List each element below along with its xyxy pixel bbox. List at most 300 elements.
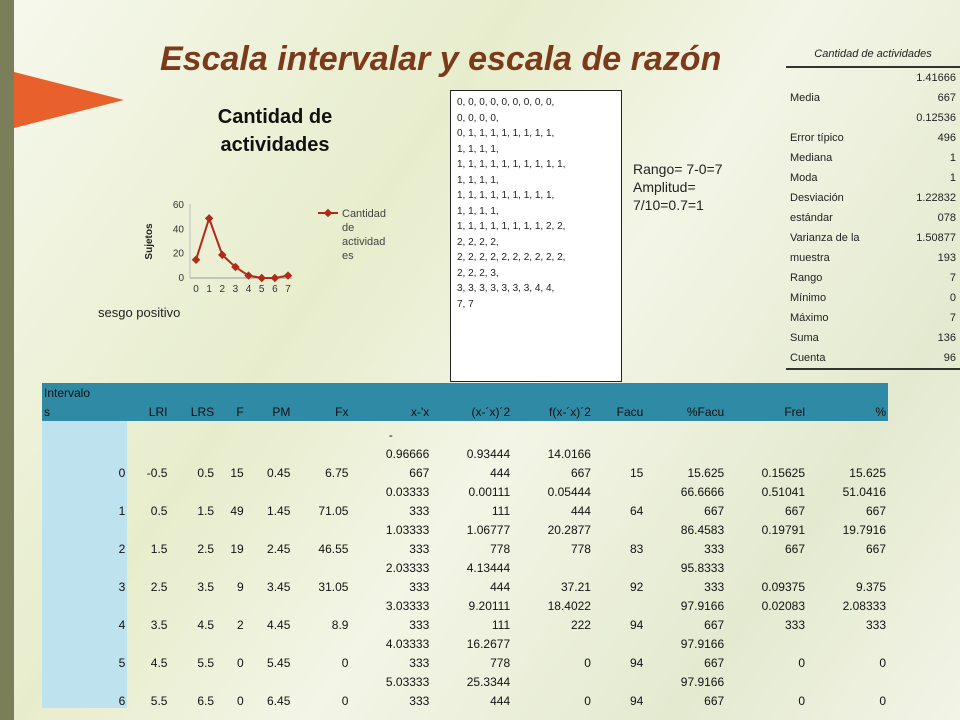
stats-value: 0 <box>949 292 956 304</box>
freq-cell <box>512 670 593 689</box>
freq-cell: 333 <box>865 618 886 632</box>
freq-cell <box>593 480 645 499</box>
freq-cell <box>645 442 726 461</box>
freq-cell: 0.09375 <box>761 580 806 594</box>
freq-cell <box>127 480 169 499</box>
stats-value: 1.22832 <box>916 192 956 204</box>
freq-cell <box>807 442 888 461</box>
freq-column-header: f(x-´x)´2 <box>512 402 593 421</box>
freq-cell: 20.2877 <box>547 523 591 537</box>
freq-cell: 333 <box>409 618 430 632</box>
freq-cell: 18.4022 <box>547 599 591 613</box>
freq-cell: 6 <box>42 689 127 708</box>
freq-cell: 0 <box>584 694 591 708</box>
stats-value: 1.41666 <box>916 72 956 84</box>
freq-cell: 0.03333 <box>385 485 430 499</box>
freq-cell: 0 <box>341 694 349 708</box>
stats-header: Cantidad de actividades <box>786 42 960 68</box>
freq-cell: - <box>388 428 393 442</box>
stats-value: 96 <box>894 348 960 369</box>
freq-cell: 71.05 <box>318 504 349 518</box>
range-note-line: Rango= 7-0=7 <box>633 161 723 177</box>
chart-title: Cantidad de actividades <box>217 106 333 156</box>
freq-cell: 778 <box>570 542 591 556</box>
freq-cell: 333 <box>409 580 430 594</box>
freq-cell <box>726 670 807 689</box>
freq-cell <box>42 632 127 651</box>
freq-cell: 0 <box>237 694 244 708</box>
freq-cell: 94 <box>629 618 644 632</box>
freq-upper-row <box>42 632 888 651</box>
freq-cell: 25.3344 <box>466 675 511 689</box>
freq-cell <box>169 421 216 442</box>
raw-data-line: 0, 1, 1, 1, 1, 1, 1, 1, 1, <box>457 128 555 139</box>
freq-cell <box>127 518 169 537</box>
freq-cell <box>127 632 169 651</box>
raw-data-line: 1, 1, 1, 1, <box>457 143 499 155</box>
freq-cell <box>807 670 888 689</box>
stats-label: Error típico <box>790 132 844 144</box>
freq-cell: 0 <box>879 656 886 670</box>
freq-cell <box>169 556 216 575</box>
y-tick-label: 40 <box>172 224 184 236</box>
freq-cell <box>726 556 807 575</box>
data-point-marker <box>284 271 292 279</box>
freq-cell: 37.21 <box>560 580 591 594</box>
freq-cell: 1.45 <box>267 504 291 518</box>
freq-cell <box>726 632 807 651</box>
freq-cell <box>42 670 127 689</box>
freq-cell: 97.9166 <box>680 637 725 651</box>
freq-cell: 2 <box>237 618 244 632</box>
freq-header-row-top <box>42 383 888 402</box>
freq-cell <box>216 632 246 651</box>
x-tick-label: 3 <box>232 284 239 295</box>
freq-cell: 0.05444 <box>547 485 591 499</box>
raw-data-line: 7, 7 <box>457 298 474 310</box>
freq-cell: 444 <box>490 466 511 480</box>
freq-cell: 333 <box>409 504 430 518</box>
freq-header-blank <box>292 383 350 402</box>
freq-upper-row <box>42 670 888 689</box>
freq-cell <box>807 632 888 651</box>
freq-upper-row <box>42 556 888 575</box>
freq-cell <box>512 632 593 651</box>
freq-cell: -0.5 <box>146 466 168 480</box>
freq-cell: 667 <box>409 466 430 480</box>
freq-cell: 333 <box>409 542 430 556</box>
range-note-line: Amplitud= <box>633 179 696 195</box>
freq-cell <box>42 421 127 442</box>
freq-sub-row <box>42 421 888 442</box>
freq-cell <box>292 518 350 537</box>
left-accent-bar <box>0 0 14 720</box>
freq-cell: 667 <box>865 504 886 518</box>
freq-cell: 6.75 <box>325 466 349 480</box>
freq-row <box>42 651 888 670</box>
freq-header-blank <box>127 383 169 402</box>
data-point-marker <box>192 256 200 264</box>
freq-cell: 333 <box>409 656 430 670</box>
freq-cell <box>292 421 350 442</box>
freq-cell: 0.15625 <box>761 466 806 480</box>
freq-cell: 94 <box>629 694 644 708</box>
freq-cell <box>216 518 246 537</box>
freq-cell: 92 <box>629 580 644 594</box>
freq-cell <box>807 421 888 442</box>
stats-label: Máximo <box>790 312 829 324</box>
raw-data-box <box>450 90 622 382</box>
range-note-line: 7/10=0.7=1 <box>633 197 704 213</box>
freq-cell <box>593 594 645 613</box>
legend-label: de <box>342 222 355 234</box>
line-chart <box>140 190 420 310</box>
freq-cell: 222 <box>570 618 591 632</box>
freq-row <box>42 537 888 556</box>
freq-cell: 0 <box>42 461 127 480</box>
freq-cell: 444 <box>490 694 511 708</box>
freq-cell <box>593 670 645 689</box>
raw-data-line: 1, 1, 1, 1, <box>457 205 499 217</box>
freq-cell: 31.05 <box>318 580 349 594</box>
freq-cell <box>216 421 246 442</box>
freq-cell: 778 <box>490 542 511 556</box>
freq-row <box>42 499 888 518</box>
freq-upper-row <box>42 442 888 461</box>
freq-row <box>42 613 888 632</box>
stats-row <box>786 148 960 168</box>
freq-cell: 0.96666 <box>385 447 430 461</box>
freq-cell <box>246 518 293 537</box>
descriptive-stats-panel <box>786 42 960 370</box>
freq-cell: 4.5 <box>150 656 168 670</box>
stats-label: Cuenta <box>786 348 894 369</box>
freq-cell: 2.5 <box>197 542 215 556</box>
freq-cell: 0.00111 <box>468 485 511 499</box>
x-tick-label: 6 <box>272 284 278 295</box>
freq-cell <box>292 670 350 689</box>
freq-cell: 3.5 <box>150 618 168 632</box>
freq-cell: 97.9166 <box>680 599 725 613</box>
freq-cell <box>431 421 512 442</box>
freq-cell: 5.03333 <box>385 675 430 689</box>
freq-cell: 0.5 <box>197 466 215 480</box>
freq-cell: 66.6666 <box>680 485 725 499</box>
freq-cell <box>807 556 888 575</box>
freq-header-blank <box>807 383 888 402</box>
raw-data-line: 0, 0, 0, 0, 0, 0, 0, 0, 0, <box>457 97 555 108</box>
freq-cell: 83 <box>629 542 644 556</box>
legend-marker <box>324 209 332 217</box>
freq-cell <box>292 594 350 613</box>
freq-cell <box>216 480 246 499</box>
raw-data-line: 2, 2, 2, 3, <box>457 267 499 279</box>
freq-row <box>42 461 888 480</box>
freq-cell <box>726 421 807 442</box>
freq-cell <box>292 442 350 461</box>
freq-cell <box>216 670 246 689</box>
freq-cell: 3 <box>42 575 127 594</box>
stats-label: Mediana <box>790 152 833 164</box>
stats-row <box>786 88 960 108</box>
freq-cell: 4.5 <box>197 618 215 632</box>
y-tick-label: 0 <box>178 273 184 284</box>
x-tick-label: 7 <box>285 284 291 295</box>
freq-column-header: %Facu <box>645 402 726 421</box>
raw-data-line: 3, 3, 3, 3, 3, 3, 3, 4, 4, <box>457 283 555 294</box>
freq-cell: 3.5 <box>197 580 215 594</box>
stats-value: 193 <box>937 252 956 264</box>
freq-cell: 667 <box>704 656 725 670</box>
freq-cell: 667 <box>865 542 886 556</box>
freq-cell: 15.625 <box>849 466 886 480</box>
freq-cell <box>512 421 593 442</box>
freq-column-header: x-'x <box>350 402 431 421</box>
freq-row <box>42 689 888 708</box>
freq-cell: 86.4583 <box>680 523 725 537</box>
freq-cell: 64 <box>629 504 644 518</box>
freq-cell: 444 <box>570 504 591 518</box>
freq-cell: 5 <box>42 651 127 670</box>
freq-cell: 97.9166 <box>680 675 725 689</box>
freq-cell: 8.9 <box>331 618 349 632</box>
stats-label: muestra <box>790 252 830 264</box>
raw-data-line: 1, 1, 1, 1, <box>457 174 499 186</box>
freq-cell: 0 <box>584 656 591 670</box>
stats-table <box>786 68 960 370</box>
stats-label: Desviación <box>790 192 844 204</box>
stats-label <box>786 68 894 88</box>
freq-cell: 333 <box>784 618 806 632</box>
freq-cell: 16.2677 <box>466 637 511 651</box>
freq-cell: 95.8333 <box>680 561 725 575</box>
freq-cell: 0 <box>879 694 886 708</box>
freq-header-blank <box>350 383 431 402</box>
raw-data-line: 1, 1, 1, 1, 1, 1, 1, 1, 2, 2, <box>457 221 566 232</box>
freq-cell: 111 <box>491 504 511 518</box>
data-point-marker <box>271 274 279 282</box>
freq-cell: 15.625 <box>687 466 725 480</box>
freq-column-header: Fx <box>292 402 350 421</box>
stats-row <box>786 228 960 248</box>
freq-header-blank <box>593 383 645 402</box>
orange-arrow-decoration <box>14 72 124 128</box>
freq-cell: 14.0166 <box>547 447 591 461</box>
stats-label: Varianza de la <box>790 232 860 244</box>
freq-upper-row <box>42 594 888 613</box>
stats-label: Moda <box>790 172 818 184</box>
raw-data-line: 0, 0, 0, 0, <box>457 112 499 124</box>
freq-cell: 1.5 <box>150 542 168 556</box>
stats-value: 667 <box>937 92 956 104</box>
freq-cell: 94 <box>629 656 644 670</box>
freq-cell: 778 <box>490 656 511 670</box>
raw-data-line: 2, 2, 2, 2, <box>457 236 499 248</box>
freq-cell <box>169 670 216 689</box>
freq-cell: 667 <box>784 504 806 518</box>
stats-row <box>786 308 960 328</box>
legend-label: actividad <box>342 236 386 248</box>
x-tick-label: 5 <box>258 284 265 295</box>
y-tick-label: 20 <box>172 248 184 260</box>
freq-cell <box>169 594 216 613</box>
stats-row <box>786 248 960 268</box>
freq-upper-row <box>42 518 888 537</box>
freq-cell: 9.375 <box>855 580 886 594</box>
range-note <box>633 160 753 214</box>
stats-value: 136 <box>937 332 956 344</box>
freq-cell: 333 <box>409 694 430 708</box>
freq-cell <box>42 442 127 461</box>
freq-cell: 0.51041 <box>761 485 806 499</box>
freq-cell: 2.08333 <box>842 599 886 613</box>
freq-cell <box>42 518 127 537</box>
x-tick-label: 1 <box>206 284 212 295</box>
freq-cell: 0.5 <box>150 504 168 518</box>
stats-row <box>786 268 960 288</box>
freq-cell: 333 <box>704 580 725 594</box>
freq-cell <box>512 556 593 575</box>
freq-cell <box>593 556 645 575</box>
freq-cell: 9 <box>237 580 244 594</box>
freq-column-header: LRS <box>169 402 216 421</box>
freq-cell <box>593 421 645 442</box>
freq-cell: 667 <box>570 466 591 480</box>
freq-cell: 2.5 <box>150 580 168 594</box>
freq-cell: 0.19791 <box>761 523 806 537</box>
freq-cell <box>246 594 293 613</box>
freq-cell <box>726 442 807 461</box>
freq-cell: 19 <box>230 542 244 556</box>
stats-value: 1 <box>949 152 956 164</box>
freq-cell: 1.06777 <box>466 523 511 537</box>
freq-cell: 667 <box>704 504 725 518</box>
freq-cell: 5.5 <box>150 694 168 708</box>
freq-cell <box>246 442 293 461</box>
freq-cell: 15 <box>230 466 244 480</box>
freq-cell: 2 <box>42 537 127 556</box>
freq-cell <box>127 670 169 689</box>
freq-cell: 667 <box>784 542 806 556</box>
freq-cell: 0.45 <box>267 466 291 480</box>
freq-cell: 51.0416 <box>842 485 886 499</box>
freq-cell: 9.20111 <box>468 599 511 613</box>
raw-data-line: 1, 1, 1, 1, 1, 1, 1, 1, 1, <box>457 190 555 201</box>
freq-cell: 5.5 <box>197 656 215 670</box>
freq-header-row <box>42 402 888 421</box>
freq-header-top: Intervalo <box>42 383 127 402</box>
freq-cell: 49 <box>230 504 244 518</box>
freq-cell: 0 <box>237 656 244 670</box>
stats-row <box>786 328 960 348</box>
skew-note: sesgo positivo <box>98 305 181 320</box>
stats-value: 078 <box>937 212 956 224</box>
freq-cell <box>42 480 127 499</box>
freq-cell <box>127 421 169 442</box>
stats-row <box>786 208 960 228</box>
freq-cell <box>216 442 246 461</box>
stats-label <box>786 108 894 128</box>
freq-cell <box>292 632 350 651</box>
freq-cell: 5.45 <box>267 656 291 670</box>
freq-header-blank <box>726 383 807 402</box>
freq-header-blank <box>645 383 726 402</box>
freq-column-header: F <box>216 402 246 421</box>
stats-row <box>786 108 960 128</box>
y-tick-label: 60 <box>172 200 184 211</box>
freq-cell: 1 <box>42 499 127 518</box>
freq-cell: 0.93444 <box>466 447 511 461</box>
freq-cell: 19.7916 <box>842 523 886 537</box>
stats-row <box>786 128 960 148</box>
stats-label: Rango <box>790 272 823 284</box>
freq-cell <box>169 632 216 651</box>
stats-value: 7 <box>949 272 956 284</box>
stats-value: 1 <box>949 172 956 184</box>
freq-cell: 0 <box>798 694 806 708</box>
freq-cell: 111 <box>491 618 511 632</box>
freq-cell <box>593 442 645 461</box>
freq-cell <box>216 556 246 575</box>
freq-header-blank <box>216 383 246 402</box>
freq-header-blank <box>246 383 293 402</box>
freq-cell <box>593 518 645 537</box>
freq-cell <box>169 518 216 537</box>
freq-column-header: s <box>42 402 127 421</box>
legend-label: es <box>342 250 354 262</box>
slide-title: Escala intervalar y escala de razón <box>160 40 722 78</box>
legend-label: Cantidad <box>342 208 387 220</box>
freq-column-header: Frel <box>726 402 807 421</box>
freq-column-header: PM <box>246 402 293 421</box>
freq-header-blank <box>431 383 512 402</box>
data-point-marker <box>257 274 265 282</box>
freq-column-header: Facu <box>593 402 645 421</box>
stats-label: Media <box>790 92 820 104</box>
freq-cell: 2.03333 <box>385 561 430 575</box>
raw-data-line: 1, 1, 1, 1, 1, 1, 1, 1, 1, 1, <box>457 159 566 170</box>
stats-row <box>786 68 960 88</box>
freq-cell: 667 <box>704 694 725 708</box>
stats-label: Suma <box>790 332 819 344</box>
freq-cell: 4.45 <box>267 618 291 632</box>
x-tick-label: 2 <box>219 284 226 295</box>
freq-cell: 15 <box>629 466 644 480</box>
freq-cell: 444 <box>490 580 511 594</box>
freq-cell: 3.45 <box>267 580 291 594</box>
stats-label: Mínimo <box>790 292 827 304</box>
freq-cell: 4 <box>42 613 127 632</box>
series-line <box>196 218 288 278</box>
freq-cell: 6.45 <box>267 694 291 708</box>
freq-cell <box>645 421 726 442</box>
x-tick-label: 0 <box>193 284 199 295</box>
raw-data-line: 2, 2, 2, 2, 2, 2, 2, 2, 2, 2, <box>457 252 566 263</box>
freq-cell <box>246 556 293 575</box>
freq-cell: 667 <box>704 618 725 632</box>
y-axis-label: Sujetos <box>144 223 155 260</box>
stats-label: estándar <box>790 212 833 224</box>
frequency-table <box>42 383 888 708</box>
freq-cell: 0 <box>798 656 806 670</box>
stats-value: 7 <box>949 312 956 324</box>
freq-cell <box>216 594 246 613</box>
freq-cell <box>292 556 350 575</box>
freq-cell <box>169 442 216 461</box>
freq-cell: 3.03333 <box>385 599 430 613</box>
freq-cell: 0 <box>341 656 349 670</box>
freq-cell: 2.45 <box>267 542 291 556</box>
